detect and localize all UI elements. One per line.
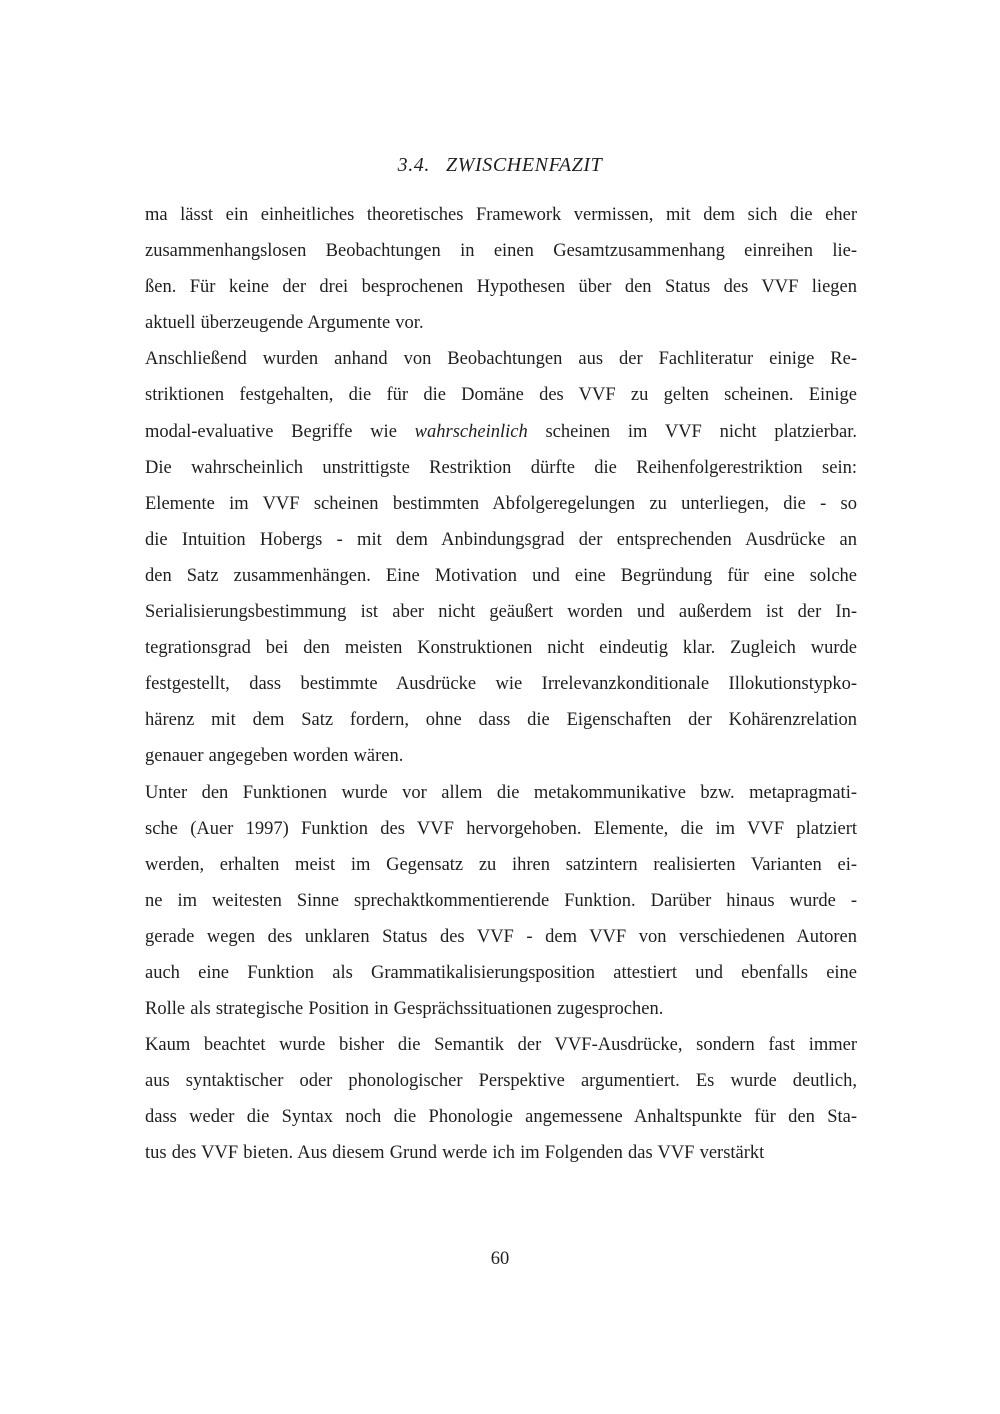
paragraph bbox=[145, 775, 857, 1028]
text-line: dass weder die Syntax noch die Phonologie angemessene Anhaltspunkte für den Sta- bbox=[145, 1107, 857, 1128]
paragraph bbox=[145, 1027, 857, 1171]
text-line: tus des VVF bieten. Aus diesem Grund werde ich im Folgenden das VVF verstärkt bbox=[145, 1143, 765, 1164]
text-line: striktionen festgehalten, die für die Domäne des VVF zu gelten scheinen. Einige bbox=[145, 385, 857, 406]
text-line: den Satz zusammenhängen. Eine Motivation und eine Begründung für eine solche bbox=[145, 565, 857, 586]
paragraph bbox=[145, 197, 857, 341]
text-line: tegrationsgrad bei den meisten Konstruktionen nicht eindeutig klar. Zugleich wurde bbox=[145, 638, 857, 659]
text-line: sche (Auer 1997) Funktion des VVF hervorgehoben. Elemente, die im VVF platziert bbox=[145, 818, 857, 839]
text-line: Unter den Funktionen wurde vor allem die metakommunikative bzw. metapragmati- bbox=[145, 782, 857, 803]
paragraph bbox=[145, 341, 857, 774]
text-line: Kaum beachtet wurde bisher die Semantik der VVF-Ausdrücke, sondern fast immer bbox=[145, 1035, 857, 1056]
text-line: Die wahrscheinlich unstrittigste Restriktion dürfte die Reihenfolgerestriktion sein: bbox=[145, 457, 857, 478]
page-number: 60 bbox=[490, 1249, 510, 1269]
text-line: Anschließend wurden anhand von Beobachtungen aus der Fachliteratur einige Re- bbox=[145, 349, 857, 370]
text-line: gerade wegen des unklaren Status des VVF - dem VVF von verschiedenen Autoren bbox=[145, 926, 857, 947]
text-line: werden, erhalten meist im Gegensatz zu ihren satzintern realisierten Varianten ei- bbox=[145, 854, 857, 875]
text-line: auch eine Funktion als Grammatikalisierungsposition attestiert und ebenfalls eine bbox=[145, 962, 857, 983]
text-line: Rolle als strategische Position in Gesprächssituationen zugesprochen. bbox=[145, 999, 664, 1020]
running-head bbox=[0, 150, 1000, 180]
text-line: aus syntaktischer oder phonologischer Perspektive argumentiert. Es wurde deutlich, bbox=[145, 1071, 857, 1092]
page-body-text bbox=[145, 197, 857, 1172]
running-head-title: ZWISCHENFAZIT bbox=[446, 154, 603, 176]
text-line: Serialisierungsbestimmung ist aber nicht geäußert worden und außerdem ist der In- bbox=[145, 602, 857, 623]
text-line: ßen. Für keine der drei besprochenen Hypothesen über den Status des VVF liegen bbox=[145, 277, 857, 298]
text-line: die Intuition Hobergs - mit dem Anbindungsgrad der entsprechenden Ausdrücke an bbox=[145, 529, 857, 550]
text-line: ne im weitesten Sinne sprechaktkommentierende Funktion. Darüber hinaus wurde - bbox=[145, 890, 857, 911]
text-line: härenz mit dem Satz fordern, ohne dass die Eigenschaften der Kohärenzrelation bbox=[145, 710, 857, 731]
running-head-section-number: 3.4. bbox=[397, 154, 431, 176]
text-line: zusammenhangslosen Beobachtungen in einen Gesamtzusammenhang einreihen lie- bbox=[145, 241, 857, 262]
text-line: aktuell überzeugende Argumente vor. bbox=[145, 313, 424, 334]
text-line: genauer angegeben worden wären. bbox=[145, 746, 404, 767]
text-line: modal-evaluative Begriffe wie wahrscheinlich scheinen im VVF nicht platzierbar. bbox=[145, 421, 858, 442]
text-line: festgestellt, dass bestimmte Ausdrücke wie Irrelevanzkonditionale Illokutionstypko- bbox=[145, 674, 857, 695]
text-line: Elemente im VVF scheinen bestimmten Abfolgeregelungen zu unterliegen, die - so bbox=[145, 493, 857, 514]
text-line: ma lässt ein einheitliches theoretisches Framework vermissen, mit dem sich die eher bbox=[145, 205, 857, 225]
